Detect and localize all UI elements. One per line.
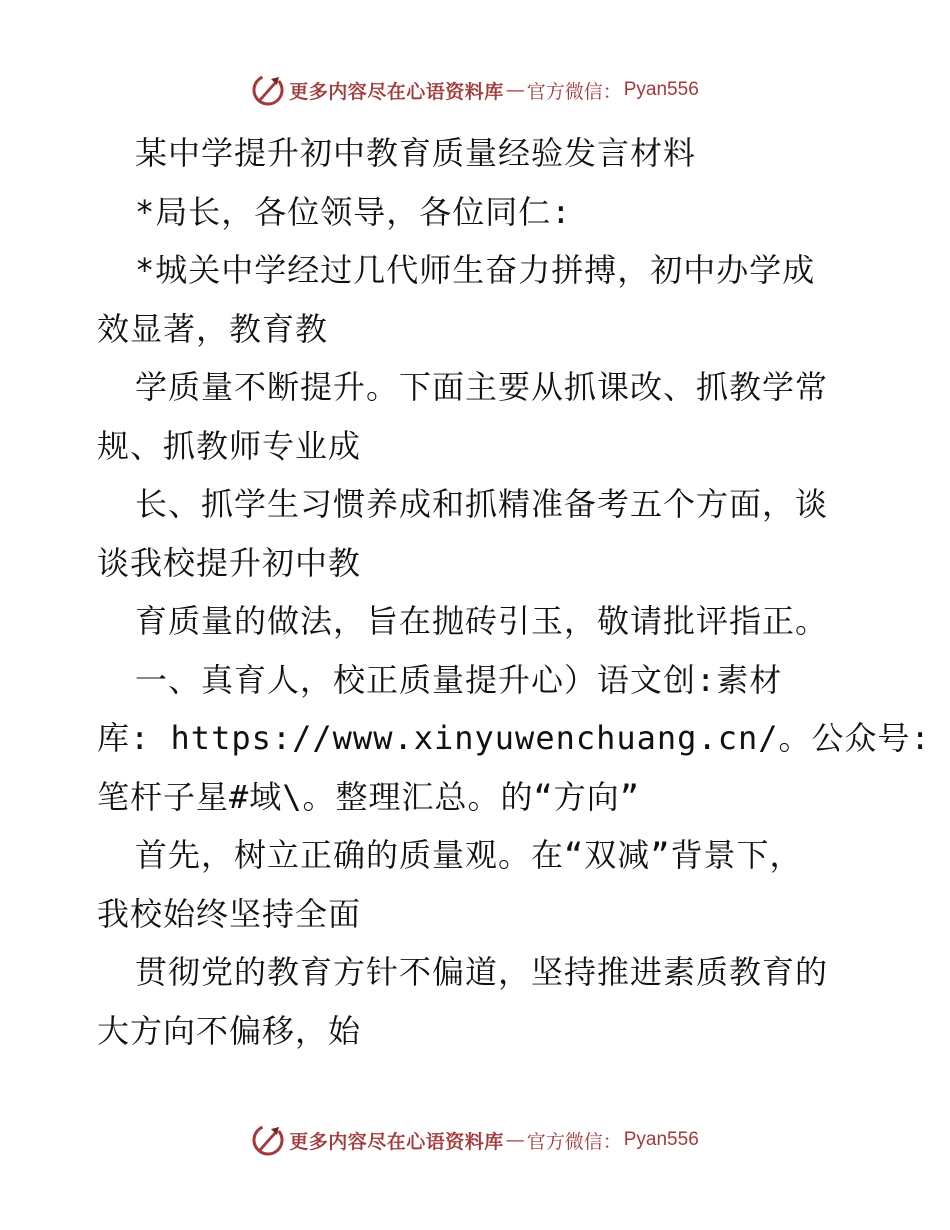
doc-line: 长、抓学生习惯养成和抓精准备考五个方面，谈 (135, 485, 829, 523)
doc-line: 规、抓教师专业成 (97, 426, 362, 465)
doc-line: 大方向不偏移，始 (97, 1011, 362, 1050)
quill-logo-icon (251, 73, 285, 107)
doc-line: 库: https://www.xinyuwenchuang.cn/。公众号: (97, 719, 931, 757)
doc-line: 育质量的做法，旨在抛砖引玉，敬请批评指正。 (135, 602, 829, 640)
banner-separator: — (505, 79, 525, 101)
doc-line: 贯彻党的教育方针不偏道，坚持推进素质教育的 (135, 953, 829, 991)
doc-section-heading: 一、真育人，校正质量提升心）语文创:素材 (135, 660, 783, 699)
document-body (97, 124, 931, 1060)
footer-watermark-banner (0, 1120, 950, 1160)
doc-line-salutation: *局长，各位领导，各位同仁: (135, 192, 572, 231)
doc-line: 笔杆子星#域\。整理汇总。的“方向” (97, 777, 641, 816)
banner-wechat-label: 官方微信： (526, 1130, 622, 1153)
banner-separator: — (505, 1129, 525, 1151)
doc-line: 我校始终坚持全面 (97, 894, 362, 933)
doc-line: 首先，树立正确的质量观。在“双减”背景下， (135, 836, 803, 874)
doc-line: 效显著，教育教 (97, 309, 329, 348)
quill-logo-icon (251, 1123, 285, 1157)
banner-main-text: 更多内容尽在心语资料库 (289, 80, 504, 103)
doc-line: 学质量不断提升。下面主要从抓课改、抓教学常 (135, 368, 829, 406)
banner-wechat-label: 官方微信： (526, 80, 622, 103)
header-watermark-banner (0, 70, 950, 110)
banner-main-text: 更多内容尽在心语资料库 (289, 1130, 504, 1153)
banner-wechat-id: Pyan556 (623, 79, 699, 100)
banner-wechat-id: Pyan556 (623, 1129, 699, 1150)
doc-line: 谈我校提升初中教 (97, 543, 362, 582)
doc-title: 某中学提升初中教育质量经验发言材料 (135, 134, 697, 172)
doc-line: *城关中学经过几代师生奋力拼搏，初中办学成 (135, 251, 816, 289)
